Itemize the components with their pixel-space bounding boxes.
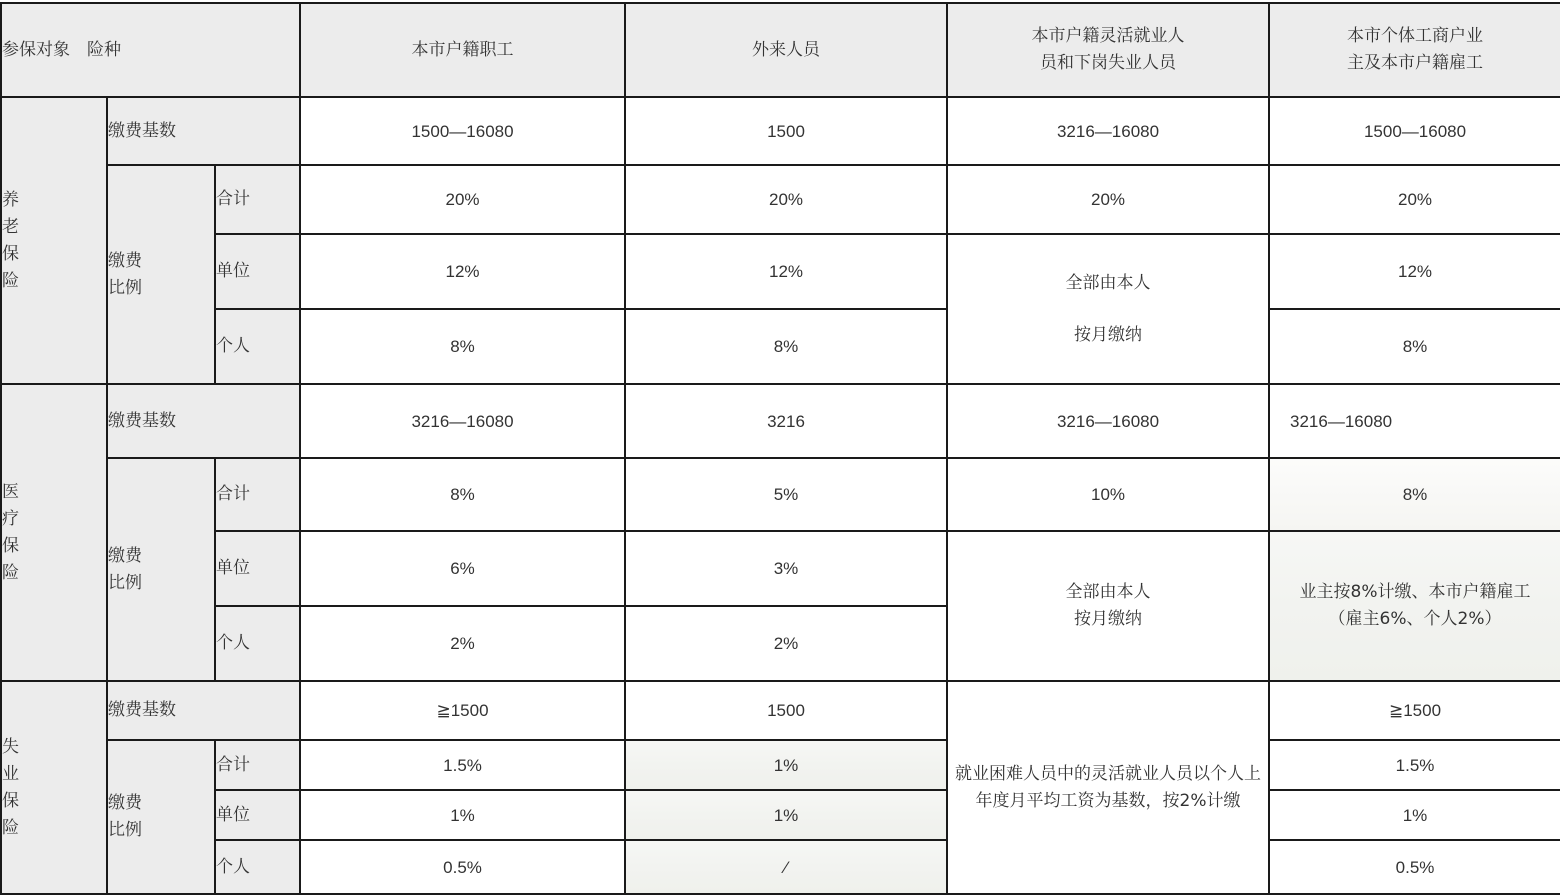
table-cell: 0.5% bbox=[300, 840, 625, 894]
table-cell: 20% bbox=[300, 165, 625, 234]
section-title-medical bbox=[1, 384, 107, 681]
table-cell: 12% bbox=[1269, 234, 1560, 309]
table-row bbox=[1, 97, 1560, 165]
ratio-label-text: 缴费比例 bbox=[108, 793, 142, 840]
row-label-base: 缴费基数 bbox=[107, 384, 300, 458]
table-row bbox=[1, 458, 1560, 531]
note-line: 全部由本人 bbox=[1065, 582, 1151, 602]
table-cell: 8% bbox=[1269, 309, 1560, 384]
table-cell: 20% bbox=[1269, 165, 1560, 234]
table-row bbox=[1, 681, 1560, 740]
table-cell: 1500 bbox=[625, 97, 947, 165]
table-cell: 6% bbox=[300, 531, 625, 606]
note-text: 就业困难人员中的灵活就业人员以个人上年度月平均工资为基数，按2%计缴 bbox=[955, 763, 1262, 811]
unemployment-flexible-note bbox=[947, 681, 1269, 894]
note-line: 业主按8%计缴、本市户籍雇工 bbox=[1299, 582, 1531, 602]
ratio-label-text: 缴费比例 bbox=[108, 545, 142, 593]
table-row bbox=[1, 234, 1560, 309]
table-row bbox=[1, 309, 1560, 384]
header-row bbox=[1, 3, 1560, 97]
section-title-pension bbox=[1, 97, 107, 384]
ratio-label-text: 缴费比例 bbox=[108, 250, 142, 298]
table-cell: 1% bbox=[625, 790, 947, 840]
table-row bbox=[1, 740, 1560, 790]
note-line: （雇主6%、个人2%） bbox=[1328, 609, 1502, 629]
table-row bbox=[1, 165, 1560, 234]
row-label-personal: 个人 bbox=[215, 309, 300, 384]
row-label-base: 缴费基数 bbox=[107, 97, 300, 165]
table-cell: 3216—16080 bbox=[947, 384, 1269, 458]
table-cell: 1.5% bbox=[1269, 740, 1560, 790]
row-label-unit: 单位 bbox=[215, 531, 300, 606]
table-cell: 3216—16080 bbox=[300, 384, 625, 458]
table-cell: 20% bbox=[625, 165, 947, 234]
table-cell: 1500—16080 bbox=[1269, 97, 1560, 165]
table-cell: 8% bbox=[625, 309, 947, 384]
table-cell: 1% bbox=[300, 790, 625, 840]
table-cell: ≧1500 bbox=[1269, 681, 1560, 740]
table-cell: 1.5% bbox=[300, 740, 625, 790]
table-cell: 2% bbox=[625, 606, 947, 681]
header-line: 本市个体工商户业 bbox=[1347, 26, 1484, 46]
corner-header: 参保对象 险种 bbox=[1, 3, 300, 97]
note-line: 全部由本人 bbox=[1065, 272, 1151, 293]
table-cell: 8% bbox=[300, 458, 625, 531]
table-cell: ≧1500 bbox=[300, 681, 625, 740]
social-insurance-table bbox=[0, 2, 1560, 895]
row-label-base: 缴费基数 bbox=[107, 681, 300, 740]
medical-owner-note bbox=[1269, 531, 1560, 681]
header-line: 主及本市户籍雇工 bbox=[1347, 53, 1484, 73]
row-label-personal: 个人 bbox=[215, 840, 300, 894]
note-line: 按月缴纳 bbox=[1074, 324, 1143, 345]
table-row bbox=[1, 790, 1560, 840]
table-cell: 3216 bbox=[625, 384, 947, 458]
row-label-ratio bbox=[107, 740, 215, 894]
table-cell: 1% bbox=[625, 740, 947, 790]
section-title-text: 医疗保险 bbox=[2, 481, 19, 583]
header-line: 员和下岗失业人员 bbox=[1040, 53, 1177, 73]
row-label-total: 合计 bbox=[215, 458, 300, 531]
medical-flexible-note bbox=[947, 531, 1269, 681]
row-label-total: 合计 bbox=[215, 740, 300, 790]
table-cell: 3216—16080 bbox=[1269, 384, 1560, 458]
table-cell: 12% bbox=[300, 234, 625, 309]
column-header-flexible-employment bbox=[947, 3, 1269, 97]
section-title-text: 养老保险 bbox=[2, 189, 19, 291]
table-cell: 8% bbox=[300, 309, 625, 384]
column-header-migrant: 外来人员 bbox=[625, 3, 947, 97]
table-cell: 1% bbox=[1269, 790, 1560, 840]
row-label-ratio bbox=[107, 458, 215, 681]
row-label-unit: 单位 bbox=[215, 790, 300, 840]
table-cell: 3% bbox=[625, 531, 947, 606]
section-title-unemployment bbox=[1, 681, 107, 894]
table-row bbox=[1, 840, 1560, 894]
table-cell: 3216—16080 bbox=[947, 97, 1269, 165]
header-line: 本市户籍灵活就业人 bbox=[1031, 26, 1185, 46]
table-cell: 8% bbox=[1269, 458, 1560, 531]
table-cell: 20% bbox=[947, 165, 1269, 234]
table-row bbox=[1, 384, 1560, 458]
table-cell: 5% bbox=[625, 458, 947, 531]
column-header-local-employee: 本市户籍职工 bbox=[300, 3, 625, 97]
row-label-ratio bbox=[107, 165, 215, 384]
table-row bbox=[1, 531, 1560, 606]
column-header-self-employed bbox=[1269, 3, 1560, 97]
table-cell: 12% bbox=[625, 234, 947, 309]
section-title-text: 失业保险 bbox=[2, 736, 19, 838]
table-cell: 10% bbox=[947, 458, 1269, 531]
row-label-unit: 单位 bbox=[215, 234, 300, 309]
pension-flexible-note bbox=[947, 234, 1269, 384]
row-label-total: 合计 bbox=[215, 165, 300, 234]
table-cell: 1500—16080 bbox=[300, 97, 625, 165]
table-cell: 0.5% bbox=[1269, 840, 1560, 894]
note-line: 按月缴纳 bbox=[1074, 609, 1143, 629]
table-cell: 1500 bbox=[625, 681, 947, 740]
row-label-personal: 个人 bbox=[215, 606, 300, 681]
table-cell: 2% bbox=[300, 606, 625, 681]
table-cell: ⁄ bbox=[625, 840, 947, 894]
